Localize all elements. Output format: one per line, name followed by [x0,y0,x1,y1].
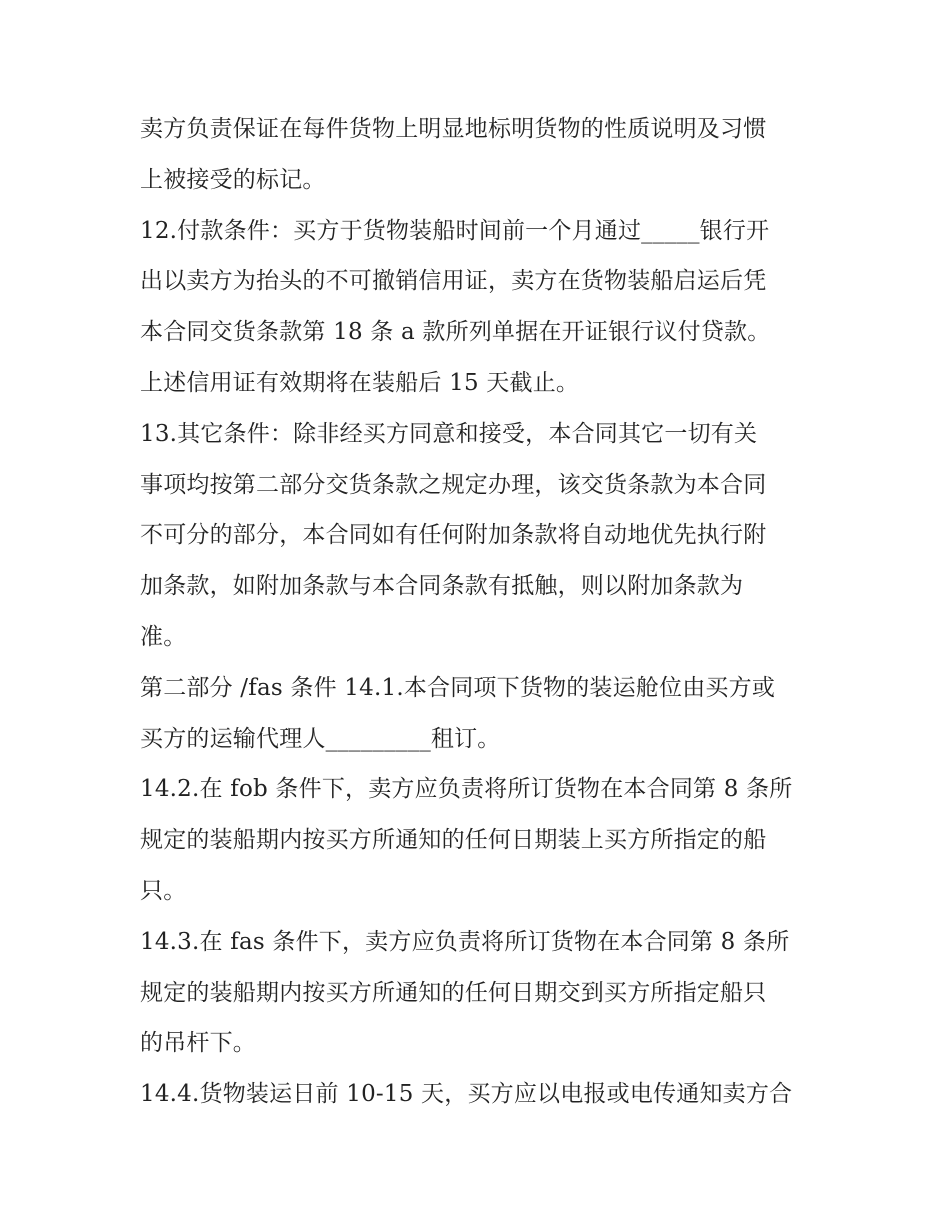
text-line: 第二部分 /fas 条件 14.1.本合同项下货物的装运舱位由买方或 [140,674,776,701]
text-line: 事项均按第二部分交货条款之规定办理，该交货条款为本合同 [140,471,767,498]
text-line: 不可分的部分，本合同如有任何附加条款将自动地优先执行附 [140,522,767,549]
text-line: 上述信用证有效期将在装船后 15 天截止。 [140,369,580,396]
text-line: 只。 [140,877,187,904]
text-line: 13.其它条件：除非经买方同意和接受，本合同其它一切有关 [140,420,758,447]
text-line: 上被接受的标记。 [140,166,326,193]
text-line: 12.付款条件：买方于货物装船时间前一个月通过_____银行开 [140,217,770,244]
text-line: 14.2.在 fob 条件下，卖方应负责将所订货物在本合同第 8 条所 [140,776,793,803]
text-line: 卖方负责保证在每件货物上明显地标明货物的性质说明及习惯 [140,116,767,142]
text-line: 14.3.在 fas 条件下，卖方应负责将所订货物在本合同第 8 条所 [140,928,790,955]
text-line: 规定的装船期内按买方所通知的任何日期交到买方所指定船只 [140,979,767,1006]
text-line: 买方的运输代理人_________租订。 [140,725,501,752]
text-line: 规定的装船期内按买方所通知的任何日期装上买方所指定的船 [140,827,767,854]
text-line: 准。 [140,623,187,650]
contract-text [140,104,830,1120]
text-line: 本合同交货条款第 18 条 a 款所列单据在开证银行议付贷款。 [140,319,771,346]
text-line: 14.4.货物装运日前 10-15 天，买方应以电报或电传通知卖方合 [140,1081,793,1108]
text-line: 出以卖方为抬头的不可撤销信用证，卖方在货物装船启运后凭 [140,268,767,295]
text-line: 的吊杆下。 [140,1030,256,1057]
text-line: 加条款，如附加条款与本合同条款有抵触，则以附加条款为 [140,573,744,600]
